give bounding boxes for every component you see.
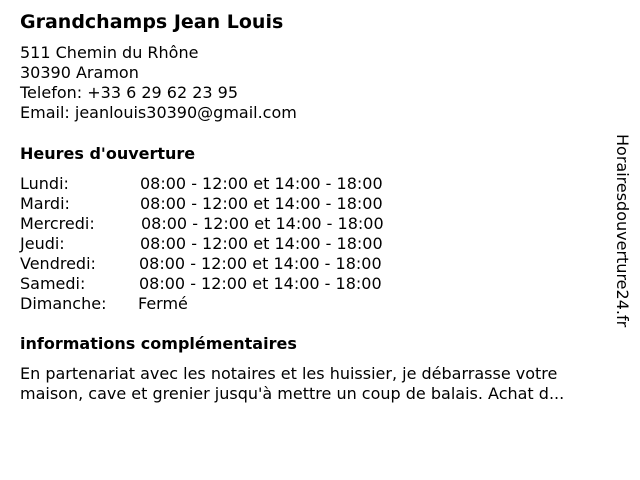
hours-time: 08:00 - 12:00 et 14:00 - 18:00 [140, 234, 383, 253]
site-watermark: Horairesdouverture24.fr [613, 134, 632, 328]
business-contact [20, 43, 297, 123]
additional-info-heading: informations complémentaires [20, 334, 297, 353]
opening-hours-heading: Heures d'ouverture [20, 144, 196, 163]
hours-row-wednesday [20, 214, 420, 234]
hours-row-saturday [20, 274, 420, 294]
opening-hours-table [20, 174, 420, 314]
hours-day: Lundi: [20, 174, 69, 193]
email-address: Email: jeanlouis30390@gmail.com [20, 103, 297, 122]
hours-time: Fermé [138, 294, 188, 313]
hours-row-sunday [20, 294, 420, 314]
hours-row-thursday [20, 234, 420, 254]
hours-day: Mardi: [20, 194, 70, 213]
business-name: Grandchamps Jean Louis [20, 11, 284, 33]
hours-row-monday [20, 174, 420, 194]
hours-day: Mercredi: [20, 214, 95, 233]
phone-number: Telefon: +33 6 29 62 23 95 [20, 83, 239, 102]
hours-time: 08:00 - 12:00 et 14:00 - 18:00 [140, 174, 383, 193]
hours-day: Jeudi: [20, 234, 65, 253]
address-street: 511 Chemin du Rhône [20, 43, 199, 62]
hours-row-friday [20, 254, 420, 274]
hours-day: Vendredi: [20, 254, 96, 273]
hours-time: 08:00 - 12:00 et 14:00 - 18:00 [141, 214, 384, 233]
address-city: 30390 Aramon [20, 63, 139, 82]
hours-day: Samedi: [20, 274, 86, 293]
hours-time: 08:00 - 12:00 et 14:00 - 18:00 [139, 274, 382, 293]
additional-info-text: En partenariat avec les notaires et les huissier, je débarrasse votre maison, cave et grenier jusqu'à mettre un coup de balais. Achat d... [20, 364, 565, 403]
hours-day: Dimanche: [20, 294, 107, 313]
hours-time: 08:00 - 12:00 et 14:00 - 18:00 [140, 194, 383, 213]
hours-row-tuesday [20, 194, 420, 214]
hours-time: 08:00 - 12:00 et 14:00 - 18:00 [139, 254, 382, 273]
